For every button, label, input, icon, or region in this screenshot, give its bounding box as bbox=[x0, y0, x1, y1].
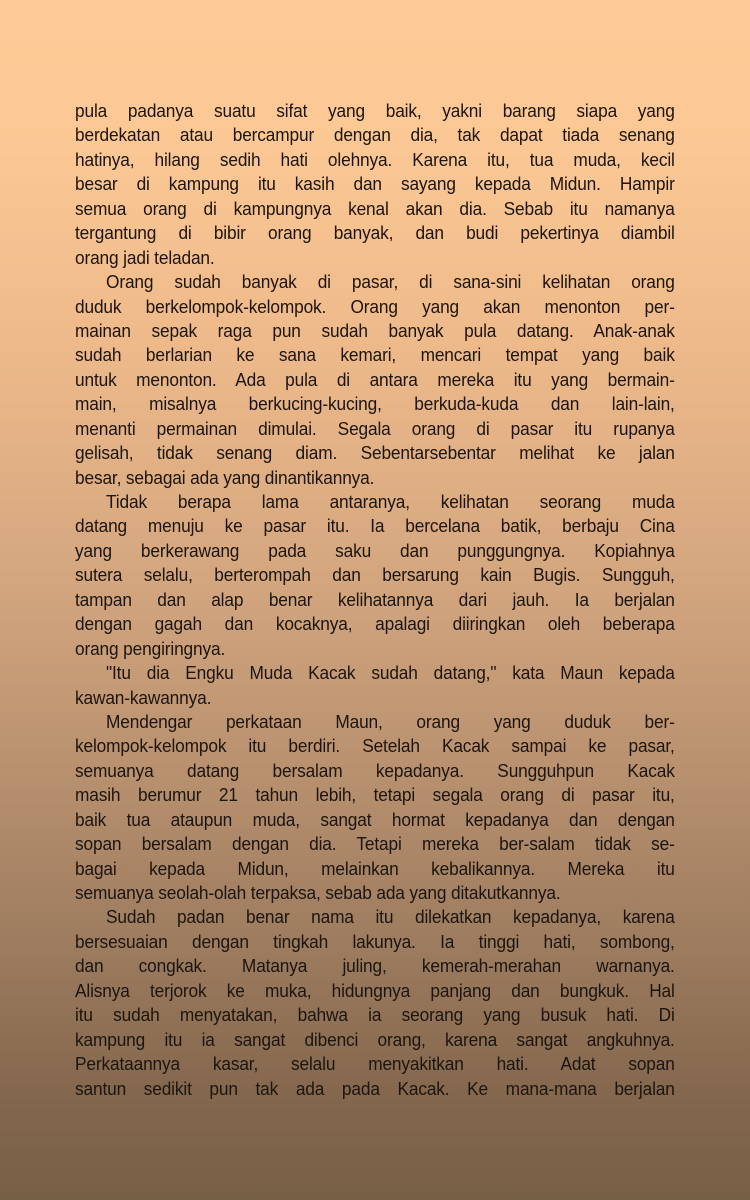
text-line: bersesuaian dengan tingkah lakunya. Ia tinggi hati, sombong, bbox=[75, 930, 675, 952]
text-line: besar, sebagai ada yang dinantikannya. bbox=[75, 466, 375, 488]
text-line: santun sedikit pun tak ada pada Kacak. Ke mana-mana berjalan bbox=[75, 1077, 675, 1099]
text-line: dan congkak. Matanya juling, kemerah-merahan warnanya. bbox=[75, 955, 675, 977]
paragraph bbox=[75, 270, 675, 490]
paragraph bbox=[75, 490, 675, 661]
text-line: duduk berkelompok-kelompok. Orang yang akan menonton per- bbox=[75, 295, 675, 317]
text-line: untuk menonton. Ada pula di antara mereka itu yang bermain- bbox=[75, 368, 675, 390]
text-line: tampan dan alap benar kelihatannya dari jauh. Ia berjalan bbox=[75, 588, 675, 610]
text-line: semuanya seolah-olah terpaksa, sebab ada yang ditakutkannya. bbox=[75, 882, 561, 903]
paragraph bbox=[75, 710, 675, 906]
text-line: baik tua ataupun muda, sangat hormat kepadanya dan dengan bbox=[75, 808, 675, 830]
text-line: tergantung di bibir orang banyak, dan budi pekertinya diambil bbox=[75, 222, 675, 244]
text-line: yang berkerawang pada saku dan punggungnya. Kopiahnya bbox=[75, 539, 675, 561]
paragraph bbox=[75, 905, 675, 1101]
document-page bbox=[75, 99, 675, 1101]
text-line: bagai kepada Midun, melainkan kebalikannya. Mereka itu bbox=[75, 857, 675, 879]
text-line: Mendengar perkataan Maun, orang yang duduk ber- bbox=[106, 710, 675, 732]
text-line: sutera selalu, berterompah dan bersarung kain Bugis. Sungguh, bbox=[75, 564, 675, 586]
text-line: sudah berlarian ke sana kemari, mencari tempat yang baik bbox=[75, 344, 675, 366]
text-line: sopan bersalam dengan dia. Tetapi mereka ber-salam tidak se- bbox=[75, 833, 675, 855]
text-line: besar di kampung itu kasih dan sayang kepada Midun. Hampir bbox=[75, 173, 675, 195]
text-line: Sudah padan benar nama itu dilekatkan kepadanya, karena bbox=[106, 906, 675, 928]
text-line: orang jadi teladan. bbox=[75, 246, 215, 268]
text-line: Orang sudah banyak di pasar, di sana-sini kelihatan orang bbox=[106, 271, 675, 293]
paragraph bbox=[75, 99, 675, 270]
text-line: main, misalnya berkucing-kucing, berkuda-kuda dan lain-lain, bbox=[75, 393, 675, 415]
text-line: menanti permainan dimulai. Segala orang di pasar itu rupanya bbox=[75, 417, 675, 439]
body-text bbox=[75, 99, 675, 1101]
text-line: pula padanya suatu sifat yang baik, yakni barang siapa yang bbox=[75, 100, 675, 121]
text-line: kawan-kawannya. bbox=[75, 686, 212, 708]
text-line: masih berumur 21 tahun lebih, tetapi segala orang di pasar itu, bbox=[75, 784, 675, 806]
text-line: kampung itu ia sangat dibenci orang, karena sangat angkuhnya. bbox=[75, 1028, 675, 1050]
text-line: "Itu dia Engku Muda Kacak sudah datang," kata Maun kepada bbox=[106, 662, 675, 684]
paragraph bbox=[75, 661, 675, 710]
text-line: Tidak berapa lama antaranya, kelihatan seorang muda bbox=[106, 491, 675, 512]
text-line: Perkataannya kasar, selalu menyakitkan hati. Adat sopan bbox=[75, 1053, 675, 1075]
text-line: Alisnya terjorok ke muka, hidungnya panjang dan bungkuk. Hal bbox=[75, 979, 675, 1001]
text-line: dengan gagah dan kocaknya, apalagi diiringkan oleh beberapa bbox=[75, 613, 675, 635]
text-line: mainan sepak raga pun sudah banyak pula datang. Anak-anak bbox=[75, 319, 675, 341]
text-line: semua orang di kampungnya kenal akan dia. Sebab itu namanya bbox=[75, 197, 675, 219]
text-line: hatinya, hilang sedih hati olehnya. Karena itu, tua muda, kecil bbox=[75, 148, 675, 170]
text-line: orang pengiringnya. bbox=[75, 637, 226, 659]
text-line: semuanya datang bersalam kepadanya. Sungguhpun Kacak bbox=[75, 759, 675, 781]
text-line: berdekatan atau bercampur dengan dia, tak dapat tiada senang bbox=[75, 124, 675, 146]
text-line: datang menuju ke pasar itu. Ia bercelana batik, berbaju Cina bbox=[75, 515, 675, 537]
text-line: kelompok-kelompok itu berdiri. Setelah Kacak sampai ke pasar, bbox=[75, 735, 675, 757]
text-line: itu sudah menyatakan, bahwa ia seorang yang busuk hati. Di bbox=[75, 1004, 675, 1026]
text-line: gelisah, tidak senang diam. Sebentarsebentar melihat ke jalan bbox=[75, 442, 675, 464]
